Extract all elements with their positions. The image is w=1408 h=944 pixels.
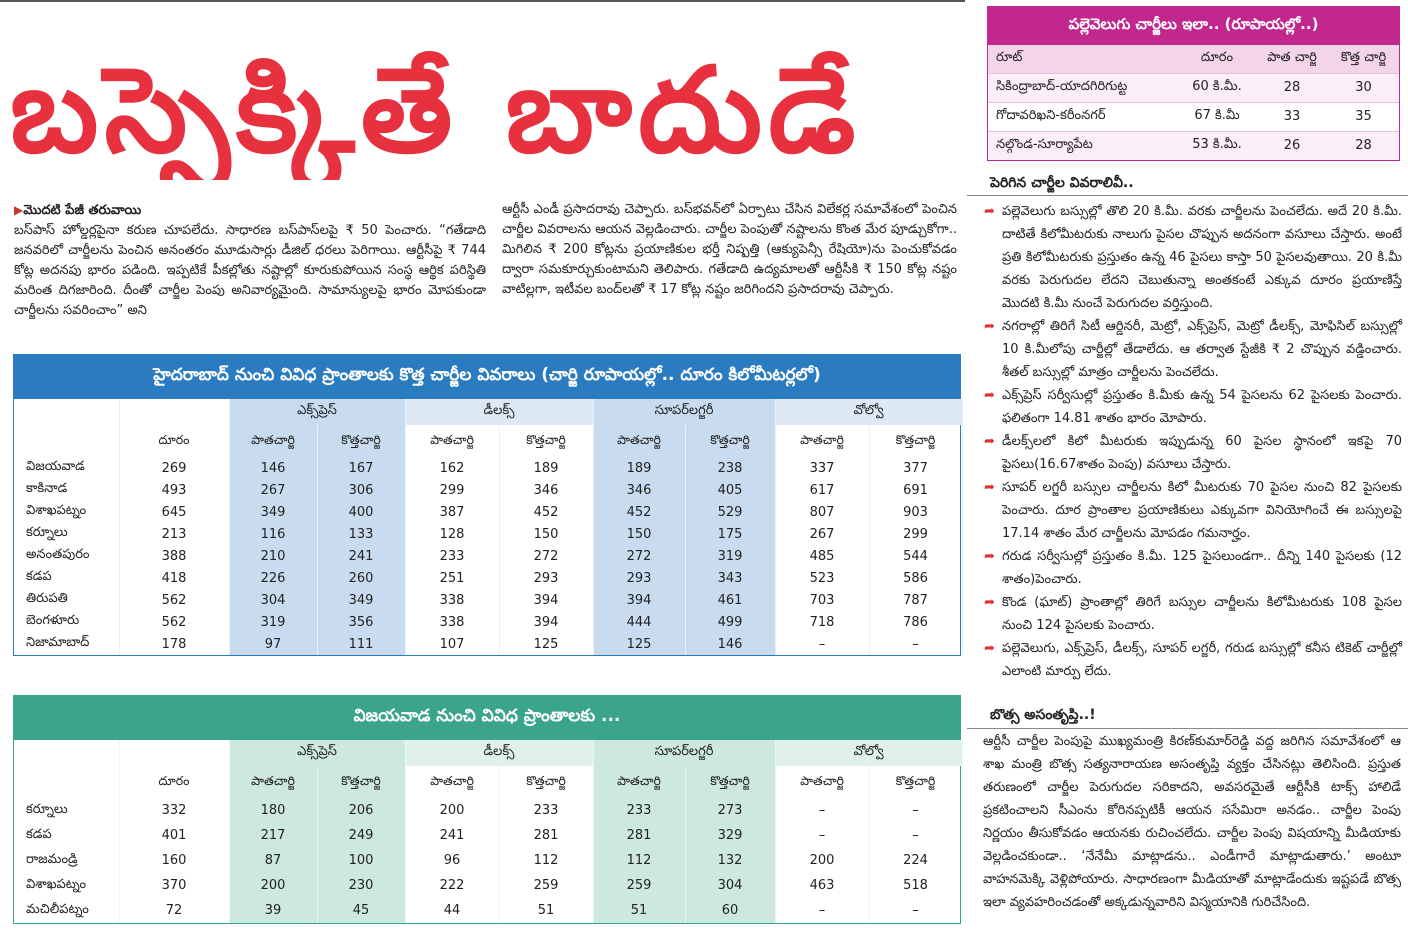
list-item [982, 637, 1402, 683]
fare-cell: 394 [499, 611, 593, 633]
fare-cell: 281 [593, 823, 685, 848]
fare-cell: 703 [775, 589, 869, 611]
list-item [982, 591, 1402, 637]
fare-cell: 51 [593, 898, 685, 923]
city-cell: కర్నూలు [14, 523, 119, 545]
fare-cell: 544 [869, 545, 962, 567]
increase-details-heading: పెరిగిన చార్జీల వివరాలివీ.. [990, 175, 1134, 191]
fare-cell: 132 [685, 848, 775, 873]
city-cell: అనంతపురం [14, 545, 119, 567]
col-old: పాతచార్జి [229, 766, 317, 798]
fare-cell: – [775, 898, 869, 923]
fare-cell: 233 [405, 545, 499, 567]
col-new: కొత్తచార్జి [869, 425, 962, 457]
pv-old: 28 [1256, 73, 1328, 102]
distance-cell: 332 [119, 798, 229, 823]
fare-cell: 200 [405, 798, 499, 823]
table-row [14, 479, 962, 501]
col-old: పాతచార్జి [593, 766, 685, 798]
fare-cell: 133 [317, 523, 405, 545]
city-cell: కర్నూలు [14, 798, 119, 823]
distance-cell: 562 [119, 611, 229, 633]
bullet-arrow-icon: ➦ [984, 480, 995, 495]
fare-cell: 241 [317, 545, 405, 567]
distance-cell: 388 [119, 545, 229, 567]
table-row [14, 848, 962, 873]
city-cell: కడప [14, 567, 119, 589]
bullet-arrow-icon: ➦ [984, 595, 995, 610]
fare-cell: 189 [593, 457, 685, 479]
fare-cell: 304 [685, 873, 775, 898]
headline: బస్సెక్కితే బాదుడే [10, 41, 862, 179]
bullet-text: డీలక్స్‌లలో కిలో మీటరుకు ఇప్పుడున్న 60 పైసల స్థానంలో ఇకపై 70 పైసలు(16.67శాతం పెంపు) వసూలు చేస్తారు. [1002, 434, 1402, 472]
fare-cell: 175 [685, 523, 775, 545]
distance-cell: 418 [119, 567, 229, 589]
botsa-heading: బొత్స అసంతృప్తి..! [990, 707, 1096, 723]
fare-cell: 51 [499, 898, 593, 923]
fare-cell: 356 [317, 611, 405, 633]
fare-cell: 125 [593, 633, 685, 655]
city-cell: విజయవాడ [14, 457, 119, 479]
fare-cell: 107 [405, 633, 499, 655]
top-rule [0, 0, 965, 2]
fare-cell: 485 [775, 545, 869, 567]
table-row [14, 873, 962, 898]
group-volvo: వోల్వో [775, 740, 962, 766]
col-old: పాతచార్జి [405, 766, 499, 798]
fare-cell: 346 [499, 479, 593, 501]
fare-cell: 111 [317, 633, 405, 655]
group-super-luxury: సూపర్‌లగ్జరీ [593, 740, 775, 766]
fare-cell: 162 [405, 457, 499, 479]
fare-cell: 128 [405, 523, 499, 545]
pv-old: 26 [1256, 131, 1328, 160]
fare-cell: 786 [869, 611, 962, 633]
col-new: కొత్తచార్జి [317, 766, 405, 798]
fare-cell: 44 [405, 898, 499, 923]
fare-cell: 259 [593, 873, 685, 898]
fare-cell: 200 [775, 848, 869, 873]
fare-cell: 461 [685, 589, 775, 611]
col-new: కొత్తచార్జి [499, 766, 593, 798]
table-row [14, 589, 962, 611]
table-row [988, 131, 1399, 160]
fare-cell: – [869, 823, 962, 848]
table-row [14, 567, 962, 589]
fare-cell: 903 [869, 501, 962, 523]
table-row [14, 611, 962, 633]
fare-cell: 452 [593, 501, 685, 523]
table-row [14, 898, 962, 923]
fare-cell: 273 [685, 798, 775, 823]
pv-route: గోదావరిఖని-కరీంనగర్ [988, 102, 1178, 131]
pointer-icon: ▶ [14, 203, 24, 217]
bullet-text: గరుడ సర్వీసుల్లో ప్రస్తుతం కి.మీ. 125 పైసలుండగా.. దీన్ని 140 పైసలకు (12 శాతం)పెంచారు. [1002, 549, 1402, 587]
distance-cell: 160 [119, 848, 229, 873]
col-new: కొత్తచార్జి [317, 425, 405, 457]
fare-cell: 180 [229, 798, 317, 823]
list-item [982, 545, 1402, 591]
fare-cell: – [869, 798, 962, 823]
bullet-text: ఎక్స్‌ప్రెస్ సర్వీసుల్లో ప్రస్తుతం కి.మీకు ఉన్న 54 పైసలను 62 పైసలకు పెంచారు. ఫలితంగా 14.81 శాతం భారం మోపారు. [1002, 388, 1402, 426]
table-row [988, 102, 1399, 131]
fare-cell: 45 [317, 898, 405, 923]
bullet-arrow-icon: ➦ [984, 434, 995, 449]
col-distance: దూరం [119, 425, 229, 457]
list-item [982, 200, 1402, 315]
fare-cell: 691 [869, 479, 962, 501]
fare-cell: 210 [229, 545, 317, 567]
fare-table-1 [14, 399, 963, 655]
pv-distance: 67 కి.మీ [1178, 102, 1256, 131]
fare-cell: 523 [775, 567, 869, 589]
fare-cell: 463 [775, 873, 869, 898]
fare-cell: 394 [593, 589, 685, 611]
fare-cell: 224 [869, 848, 962, 873]
fare-cell: 267 [775, 523, 869, 545]
group-express: ఎక్స్‌ప్రెస్ [229, 399, 405, 425]
fare-cell: 387 [405, 501, 499, 523]
pv-new: 35 [1328, 102, 1399, 131]
pv-route: సికింద్రాబాద్-యాదగిరిగుట్ట [988, 73, 1178, 102]
fare-cell: 319 [685, 545, 775, 567]
fare-cell: 405 [685, 479, 775, 501]
distance-cell: 493 [119, 479, 229, 501]
distance-cell: 370 [119, 873, 229, 898]
pv-route: నల్గొండ-సూర్యాపేట [988, 131, 1178, 160]
bullet-text: సూపర్ లగ్జరీ బస్సుల చార్జీలను కిలో మీటరుకు 70 పైసల నుంచి 82 పైసలకు పెంచారు. దూర ప్రాంతాల ప్రయాణికులు ఎక్కువగా వినియోగించే ఈ బస్సులపై 17.14 శాతం మేర చార్జీలను మోపడం గమనార్హం. [1002, 480, 1402, 541]
table-row [14, 798, 962, 823]
city-cell: నిజామాబాద్ [14, 633, 119, 655]
list-item [982, 315, 1402, 384]
city-cell: బెంగళూరు [14, 611, 119, 633]
list-item [982, 430, 1402, 476]
col-new: కొత్తచార్జి [685, 766, 775, 798]
fare-cell: 230 [317, 873, 405, 898]
fare-cell: 150 [593, 523, 685, 545]
pv-old: 33 [1256, 102, 1328, 131]
group-volvo: వోల్వో [775, 399, 962, 425]
fare-cell: 586 [869, 567, 962, 589]
fare-cell: 617 [775, 479, 869, 501]
article-text-2: ఆర్టీసీ ఎండీ ప్రసాదరావు చెప్పారు. బస్‌భవన్‌లో ఏర్పాటు చేసిన విలేకర్ల సమావేశంలో పెంచిన చార్జీల వివరాలను ఆయన వెల్లడించారు. చార్జీల పెంపుతో నష్టాలను కొంత మేర పూడ్చుకోగా.. మిగిలిన ₹ 200 కోట్లను ప్రయాణికుల భర్తీ నిష్పత్తి (ఆక్యుపెన్సీ రేషియో)ను పెంచుకోవడం ద్వారా సమకూర్చుకుంటామని తెలిపారు. గతేడాది ఉద్యమాలతో ఆర్టీసీకి ₹ 150 కోట్ల నష్టం వాటిల్లగా, ఇటీవల బంద్‌లతో ₹ 17 కోట్ల నష్టం జరిగిందని ప్రసాదరావు చెప్పారు. [502, 202, 957, 297]
fare-cell: 233 [499, 798, 593, 823]
increase-details-list [982, 200, 1402, 683]
fare-cell: 272 [593, 545, 685, 567]
col-old: పాతచార్జి [405, 425, 499, 457]
fare-cell: 349 [229, 501, 317, 523]
fare-cell: 281 [499, 823, 593, 848]
fare-cell: 189 [499, 457, 593, 479]
distance-cell: 645 [119, 501, 229, 523]
table-row [14, 545, 962, 567]
fare-cell: 319 [229, 611, 317, 633]
col-distance: దూరం [119, 766, 229, 798]
list-item [982, 384, 1402, 430]
fare-cell: 238 [685, 457, 775, 479]
pv-header-old: పాత చార్జి [1256, 45, 1328, 73]
fare-cell: 452 [499, 501, 593, 523]
table-row [14, 457, 962, 479]
pallevelugu-title: పల్లెవెలుగు చార్జీలు ఇలా.. (రూపాయల్లో..) [988, 7, 1399, 45]
city-cell: తిరుపతి [14, 589, 119, 611]
fare-cell: 329 [685, 823, 775, 848]
bullet-arrow-icon: ➦ [984, 549, 995, 564]
bullet-text: కొండ (ఘాట్) ప్రాంతాల్లో తిరిగే బస్సుల చార్జీలను కిలోమీటరుకు 108 పైసల నుంచి 124 పైసలకు పెంచారు. [1002, 595, 1402, 633]
fare-cell: 400 [317, 501, 405, 523]
fare-cell: 100 [317, 848, 405, 873]
distance-cell: 401 [119, 823, 229, 848]
fare-cell: 306 [317, 479, 405, 501]
fare-cell: 60 [685, 898, 775, 923]
fare-cell: 222 [405, 873, 499, 898]
fare-cell: – [775, 798, 869, 823]
vijayawada-fare-table [13, 695, 961, 924]
fare-cell: 200 [229, 873, 317, 898]
fare-table-2 [14, 740, 963, 923]
fare-cell: 338 [405, 611, 499, 633]
fare-cell: 259 [499, 873, 593, 898]
fare-cell: 346 [593, 479, 685, 501]
group-deluxe: డీలక్స్ [405, 740, 593, 766]
list-item [982, 476, 1402, 545]
city-cell: విశాఖపట్నం [14, 501, 119, 523]
bullet-arrow-icon: ➦ [984, 204, 995, 219]
fare-cell: 116 [229, 523, 317, 545]
table-title: విజయవాడ నుంచి వివిధ ప్రాంతాలకు ... [14, 696, 960, 740]
group-super-luxury: సూపర్‌లగ్జరీ [593, 399, 775, 425]
table-row [14, 823, 962, 848]
city-cell: కాకినాడ [14, 479, 119, 501]
fare-cell: 260 [317, 567, 405, 589]
fare-cell: 112 [499, 848, 593, 873]
hyderabad-fare-table [13, 354, 961, 656]
col-new: కొత్తచార్జి [499, 425, 593, 457]
distance-cell: 269 [119, 457, 229, 479]
fare-cell: 112 [593, 848, 685, 873]
table-row [14, 633, 962, 655]
pv-distance: 60 కి.మీ. [1178, 73, 1256, 102]
fare-cell: 444 [593, 611, 685, 633]
col-new: కొత్తచార్జి [869, 766, 962, 798]
fare-cell: 529 [685, 501, 775, 523]
bullet-text: పల్లెవెలుగు బస్సుల్లో తొలి 20 కి.మీ. వరకు చార్జీలను పెంచలేదు. అదే 20 కి.మీ. దాటితే కిలోమీటరుకు నాలుగు పైసల చొప్పున అదనంగా వసూలు చేస్తారు. అంటే ప్రతి కిలోమీటరుకు ప్రస్తుతం ఉన్న 46 పైసలు కాస్తా 50 పైసలవుతాయి. 20 కి.మీ వరకు పెరుగుదల లేదని చెబుతున్నా అంతకంటే ఎక్కువ దూరం ప్రయాణిస్తే మొదటి కి.మీ నుంచే పెరుగుదల వర్తిస్తుంది. [1002, 204, 1402, 311]
city-cell: కడప [14, 823, 119, 848]
pv-new: 28 [1328, 131, 1399, 160]
col-old: పాతచార్జి [775, 425, 869, 457]
article-column-2 [502, 200, 957, 335]
fare-cell: 343 [685, 567, 775, 589]
city-cell: మచిలీపట్నం [14, 898, 119, 923]
group-deluxe: డీలక్స్ [405, 399, 593, 425]
group-express: ఎక్స్‌ప్రెస్ [229, 740, 405, 766]
fare-cell: 241 [405, 823, 499, 848]
fare-cell: 217 [229, 823, 317, 848]
city-cell: విశాఖపట్నం [14, 873, 119, 898]
fare-cell: 338 [405, 589, 499, 611]
pallevelugu-table [988, 45, 1399, 160]
fare-cell: – [775, 823, 869, 848]
fare-cell: – [775, 633, 869, 655]
city-cell: రాజమండ్రి [14, 848, 119, 873]
fare-cell: 349 [317, 589, 405, 611]
fare-cell: 125 [499, 633, 593, 655]
bullet-text: పల్లెవెలుగు, ఎక్స్‌ప్రెస్, డీలక్స్, సూపర్ లగ్జరీ, గరుడ బస్సుల్లో కనీస టికెట్ చార్జీల్లో ఎలాంటి మార్పు లేదు. [1002, 641, 1402, 679]
fare-cell: 146 [685, 633, 775, 655]
col-new: కొత్తచార్జి [685, 425, 775, 457]
fare-cell: 146 [229, 457, 317, 479]
fare-cell: 807 [775, 501, 869, 523]
article-column-1 [14, 200, 486, 335]
bullet-arrow-icon: ➦ [984, 388, 995, 403]
pv-header-route: రూట్ [988, 45, 1178, 73]
fare-cell: 233 [593, 798, 685, 823]
fare-cell: 337 [775, 457, 869, 479]
fare-cell: 394 [499, 589, 593, 611]
fare-cell: 206 [317, 798, 405, 823]
divider [967, 195, 1408, 196]
botsa-paragraph: ఆర్టీసీ చార్జీల పెంపుపై ముఖ్యమంత్రి కిరణ్‌కుమార్‌రెడ్డి వద్ద జరిగిన సమావేశంలో ఆ శాఖ మంత్రి బొత్స సత్యనారాయణ అసంతృప్తి వ్యక్తం చేసినట్లు తెలిసింది. ప్రస్తుత తరుణంలో చార్జీల పెరుగుదల సరికాదని, అవసరమైతే ఆర్టీసీకి టాక్స్ హాలిడే ప్రకటించాలని సీఎంను కోరినప్పటికీ ఆయన ససేమిరా అనడం.. చార్జీల పెంపు నిర్ణయం తీసుకోవడం ఆయనకు రుచించలేదు. చార్జీల పెంపు విషయాన్ని మీడియాకు వెల్లడించకుండా.. ‘నేనేమీ మాట్లాడను.. ఎండీగారే మాట్లాడుతారు.’ అంటూ వాహనమెక్కి వెళ్లిపోయారు. సాధారణంగా మీడియాతో మాట్లాడేందుకు ఇష్టపడే బొత్స ఇలా వ్యవహరించడంతో అక్కడున్నవారిని విస్మయానికి గురిచేసింది. [983, 734, 1401, 910]
table-row [14, 523, 962, 545]
table-row [14, 501, 962, 523]
fare-cell: 226 [229, 567, 317, 589]
fare-cell: 87 [229, 848, 317, 873]
bullet-arrow-icon: ➦ [984, 641, 995, 656]
distance-cell: 213 [119, 523, 229, 545]
fare-cell: 304 [229, 589, 317, 611]
col-old: పాతచార్జి [775, 766, 869, 798]
pv-header-new: కొత్త చార్జి [1328, 45, 1399, 73]
bullet-text: నగరాల్లో తిరిగే సిటీ ఆర్డినరీ, మెట్రో, ఎక్స్‌ప్రెస్, మెట్రో డీలక్స్, మోఫిసిల్ బస్సుల్లో 10 కి.మీలోపు చార్జీల్లో తేడాలేదు. ఆ తర్వాత స్టేజీకి ₹ 2 చొప్పున వడ్డించారు. శీతల్ బస్సుల్లో మాత్రం చార్జీలను పెంచలేదు. [1002, 319, 1402, 380]
fare-cell: 718 [775, 611, 869, 633]
fare-cell: 96 [405, 848, 499, 873]
table-row [988, 73, 1399, 102]
distance-cell: 562 [119, 589, 229, 611]
fare-cell: 299 [869, 523, 962, 545]
bullet-arrow-icon: ➦ [984, 319, 995, 334]
col-old: పాతచార్జి [229, 425, 317, 457]
col-old: పాతచార్జి [593, 425, 685, 457]
pv-header-distance: దూరం [1178, 45, 1256, 73]
fare-cell: – [869, 898, 962, 923]
fare-cell: 267 [229, 479, 317, 501]
fare-cell: 787 [869, 589, 962, 611]
fare-cell: 377 [869, 457, 962, 479]
fare-cell: – [869, 633, 962, 655]
fare-cell: 39 [229, 898, 317, 923]
fare-cell: 299 [405, 479, 499, 501]
fare-cell: 518 [869, 873, 962, 898]
distance-cell: 72 [119, 898, 229, 923]
fare-cell: 150 [499, 523, 593, 545]
fare-cell: 251 [405, 567, 499, 589]
fare-cell: 499 [685, 611, 775, 633]
fare-cell: 167 [317, 457, 405, 479]
fare-cell: 249 [317, 823, 405, 848]
pv-new: 30 [1328, 73, 1399, 102]
fare-cell: 293 [593, 567, 685, 589]
divider [967, 728, 1408, 729]
fare-cell: 272 [499, 545, 593, 567]
pallevelugu-fare-box [987, 6, 1400, 161]
article-text-1: బస్‌పాస్ హోల్డర్లపైనా కరుణ చూపలేదు. సాధారణ బస్‌పాస్‌లపై ₹ 50 పెంచారు. “గతేడాది జనవరిలో చార్జీలను పెంచిన అనంతరం మూడుసార్లు డీజిల్ ధరలు పెరిగాయి. ఆర్టీసీపై ₹ 744 కోట్ల అదనపు భారం పడింది. ఇప్పటికే పీకల్లోతు నష్టాల్లో కూరుకుపోయిన సంస్థ ఆర్థిక పరిస్థితి మరింత దిగజారింది. దీంతో చార్జీల పెంపు అనివార్యమైంది. సామాన్యులపై భారం మోపకుండా చార్జీలను సవరించాం” అని [14, 223, 486, 318]
continued-label: మొదటి పేజీ తరువాయి [23, 203, 142, 218]
fare-cell: 97 [229, 633, 317, 655]
distance-cell: 178 [119, 633, 229, 655]
fare-cell: 293 [499, 567, 593, 589]
pv-distance: 53 కి.మీ. [1178, 131, 1256, 160]
table-title: హైదరాబాద్ నుంచి వివిధ ప్రాంతాలకు కొత్త చార్జీల వివరాలు (చార్జి రూపాయల్లో.. దూరం కిలోమీటర్లలో) [14, 355, 960, 399]
